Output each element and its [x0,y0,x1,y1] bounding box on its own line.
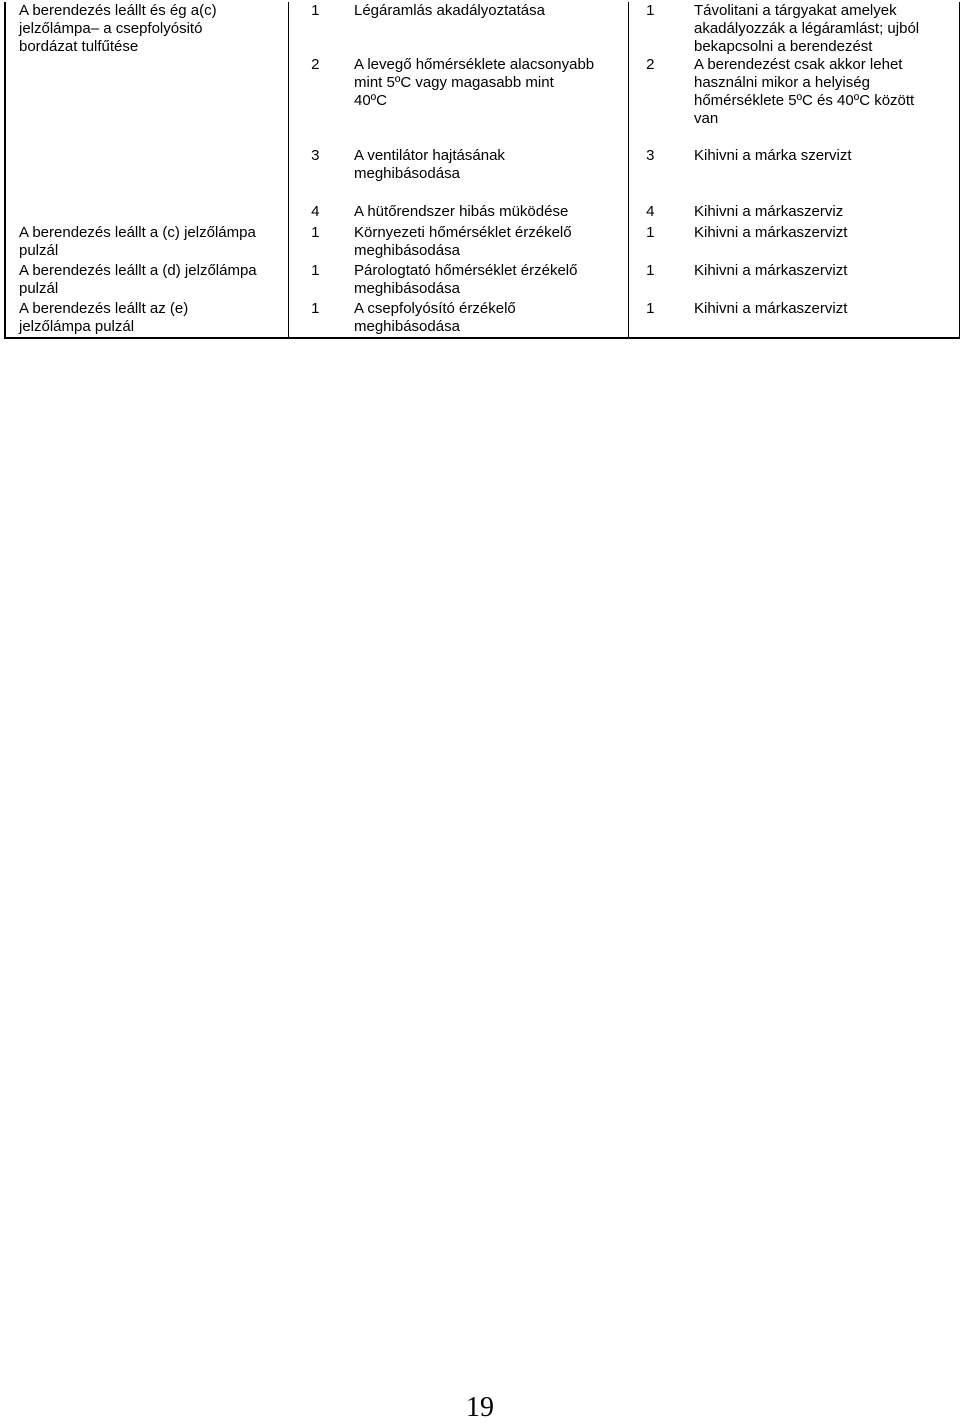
table-row [5,2,960,56]
page-number: 19 [466,1392,494,1423]
table-row [5,300,960,338]
remedy-cell: Kihivni a márka szervizt [680,147,960,203]
remedy-cell: A berendezést csak akkor lehet használni mikor a helyiség hőmérséklete 5ºC és 40ºC között van [680,56,960,147]
cause-number-cell: 1 [288,300,350,338]
description-cell: A ventilátor hajtásának meghibásodása [354,147,505,182]
description-cell: A csepfolyósító érzékelő meghibásodása [350,300,628,338]
remedy-number-cell: 2 [628,56,680,147]
table-row [5,262,960,300]
remedy-cell: Kihivni a márkaszervizt [680,262,960,300]
cause-cell: A berendezés leállt az (e) jelzőlámpa pulzál [5,300,288,338]
cause-number-cell: 2 [288,56,350,147]
remedy-cell: Kihivni a márkaszervizt [680,224,960,262]
description-cell: A levegő hőmérséklete alacsonyabb mint 5ºC vagy magasabb mint 40ºC [354,56,595,109]
troubleshooting-table [4,2,960,339]
remedy-number-cell: 4 [628,203,680,224]
cause-number-cell: 1 [288,2,350,56]
cause-number-cell: 4 [288,203,350,224]
description-cell: A hütőrendszer hibás müködése [354,203,569,220]
table-row [5,224,960,262]
remedy-cell: Kihivni a márkaszervizt [680,300,960,338]
cause-number-cell: 3 [288,147,350,203]
remedy-number-cell: 1 [628,224,680,262]
cause-cell: A berendezés leállt a (c) jelzőlámpa pulzál [5,224,288,262]
description-cell: Párologtató hőmérséklet érzékelő meghibásodása [354,262,578,297]
description-cell: Légáramlás akadályoztatása [354,2,545,19]
remedy-number-cell: 1 [628,300,680,338]
remedy-cell: Távolitani a tárgyakat amelyek akadályozzák a légáramlást; ujból bekapcsolni a berendezést [680,2,960,56]
remedy-number-cell: 3 [628,147,680,203]
description-cell: Környezeti hőmérséklet érzékelő meghibásodása [354,224,572,259]
remedy-number-cell: 1 [628,2,680,56]
cause-number-cell: 1 [288,262,350,300]
remedy-number-cell: 1 [628,262,680,300]
cause-number-cell: 1 [288,224,350,262]
remedy-cell: Kihivni a márkaszerviz [680,203,960,224]
cause-cell: A berendezés leállt a (d) jelzőlámpa pulzál [5,262,288,300]
cause-cell: A berendezés leállt és ég a(c) jelzőlámpa– a csepfolyósitó bordázat tulfűtése [5,2,288,224]
